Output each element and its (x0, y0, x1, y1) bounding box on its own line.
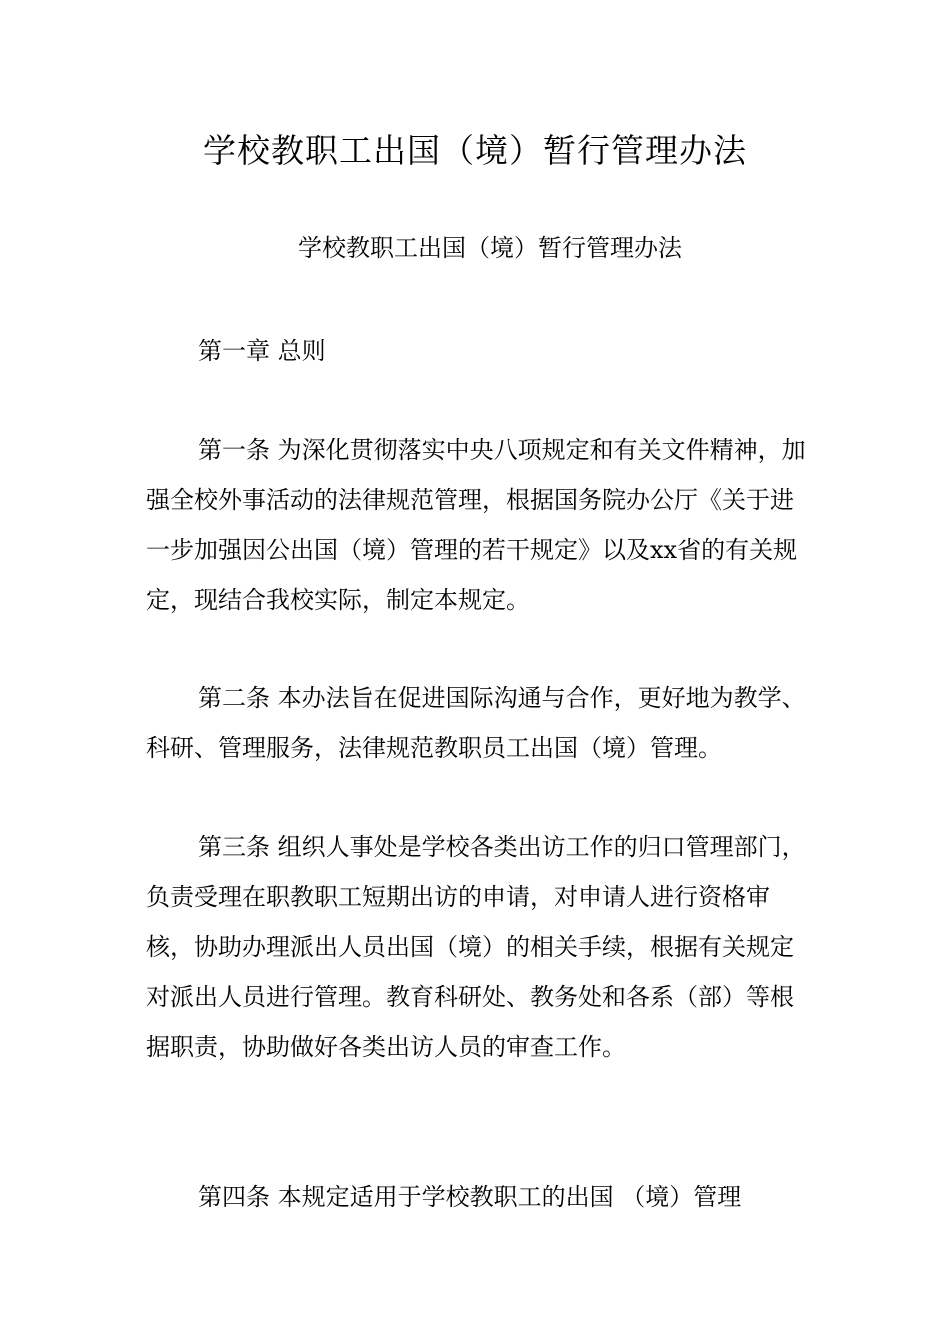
article-4-text: 第四条 本规定适用于学校教职工的出国 （境）管理 (198, 1183, 742, 1211)
chapter-heading-text: 第一章 总则 (198, 337, 326, 365)
article-3 (146, 822, 808, 1072)
document-title: 学校教职工出国（境）暂行管理办法 (203, 131, 747, 170)
article-3-text: 第三条 组织人事处是学校各类出访工作的归口管理部门，负责受理在职教职工短期出访的申请，对申请人进行资格审核，协助办理派出人员出国（境）的相关手续，根据有关规定对派出人员进行管理。教育科研处、教务处和各系（部）等根据职责，协助做好各类出访人员的审查工作。 (146, 833, 806, 1061)
article-1-text: 第一条 为深化贯彻落实中央八项规定和有关文件精神，加强全校外事活动的法律规范管理，根据国务院办公厅《关于进一步加强因公出国（境）管理的若干规定》以及xx省的有关规定，现结合我校实际，制定本规定。 (146, 436, 806, 614)
article-1 (146, 425, 808, 625)
document-subtitle: 学校教职工出国（境）暂行管理办法 (298, 234, 682, 262)
article-4 (146, 1172, 808, 1222)
article-2 (146, 673, 808, 773)
chapter-heading (146, 326, 808, 376)
article-2-text: 第二条 本办法旨在促进国际沟通与合作，更好地为教学、科研、管理服务，法律规范教职员工出国（境）管理。 (146, 684, 806, 762)
